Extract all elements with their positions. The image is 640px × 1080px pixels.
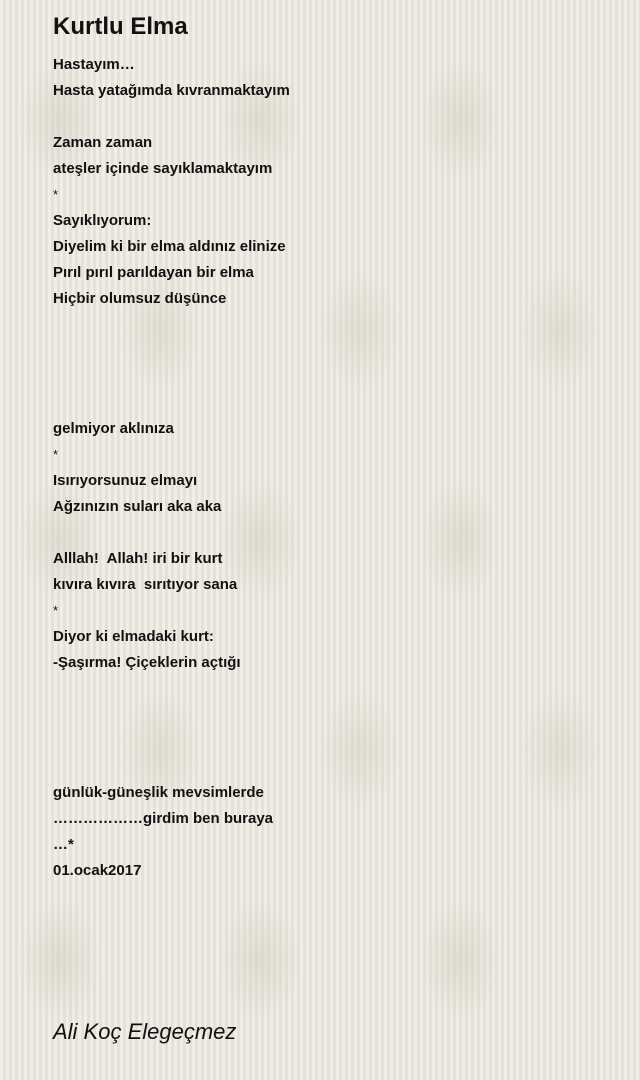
poem-body [53, 52, 290, 884]
author-name: Ali Koç Elegeçmez [53, 1019, 237, 1044]
poem-line: Sayıklıyorum: [53, 212, 152, 229]
poem-line: ateşler içinde sayıklamaktayım [53, 160, 273, 177]
poem-line: Ağzınızın suları aka aka [53, 498, 222, 515]
poem-line: 01.ocak2017 [53, 862, 142, 879]
poem-line: gelmiyor aklınıza [53, 420, 174, 437]
poem-line: Diyor ki elmadaki kurt: [53, 628, 214, 645]
poem-line: Diyelim ki bir elma aldınız elinize [53, 238, 286, 255]
poem-line [53, 676, 290, 702]
poem-line: * [53, 447, 59, 462]
poem-line: * [53, 603, 59, 618]
poem-line: Isırıyorsunuz elmayı [53, 472, 198, 489]
poem-line [53, 754, 290, 780]
poem-line: * [53, 187, 59, 202]
poem-line: Hiçbir olumsuz düşünce [53, 290, 227, 307]
poem-line: Hasta yatağımda kıvranmaktayım [53, 82, 290, 99]
poem-line [53, 702, 290, 728]
poem-line [53, 338, 290, 364]
poem-line: günlük-güneşlik mevsimlerde [53, 784, 264, 801]
poem-line [53, 520, 290, 546]
poem-line [53, 390, 290, 416]
poem-line: Zaman zaman [53, 134, 153, 151]
poem-line: Hastayım… [53, 56, 135, 73]
poem-line [53, 364, 290, 390]
poem-line: -Şaşırma! Çiçeklerin açtığı [53, 654, 241, 671]
poem-line [53, 728, 290, 754]
poem-line: …* [53, 836, 74, 853]
poem-line [53, 312, 290, 338]
poem-line [53, 104, 290, 130]
poem-line: Pırıl pırıl parıldayan bir elma [53, 264, 254, 281]
poem-line: ………………girdim ben buraya [53, 810, 274, 827]
poem-line: Alllah! Allah! iri bir kurt [53, 550, 223, 567]
poem-title: Kurtlu Elma [53, 13, 188, 40]
poem-line: kıvıra kıvıra sırıtıyor sana [53, 576, 238, 593]
